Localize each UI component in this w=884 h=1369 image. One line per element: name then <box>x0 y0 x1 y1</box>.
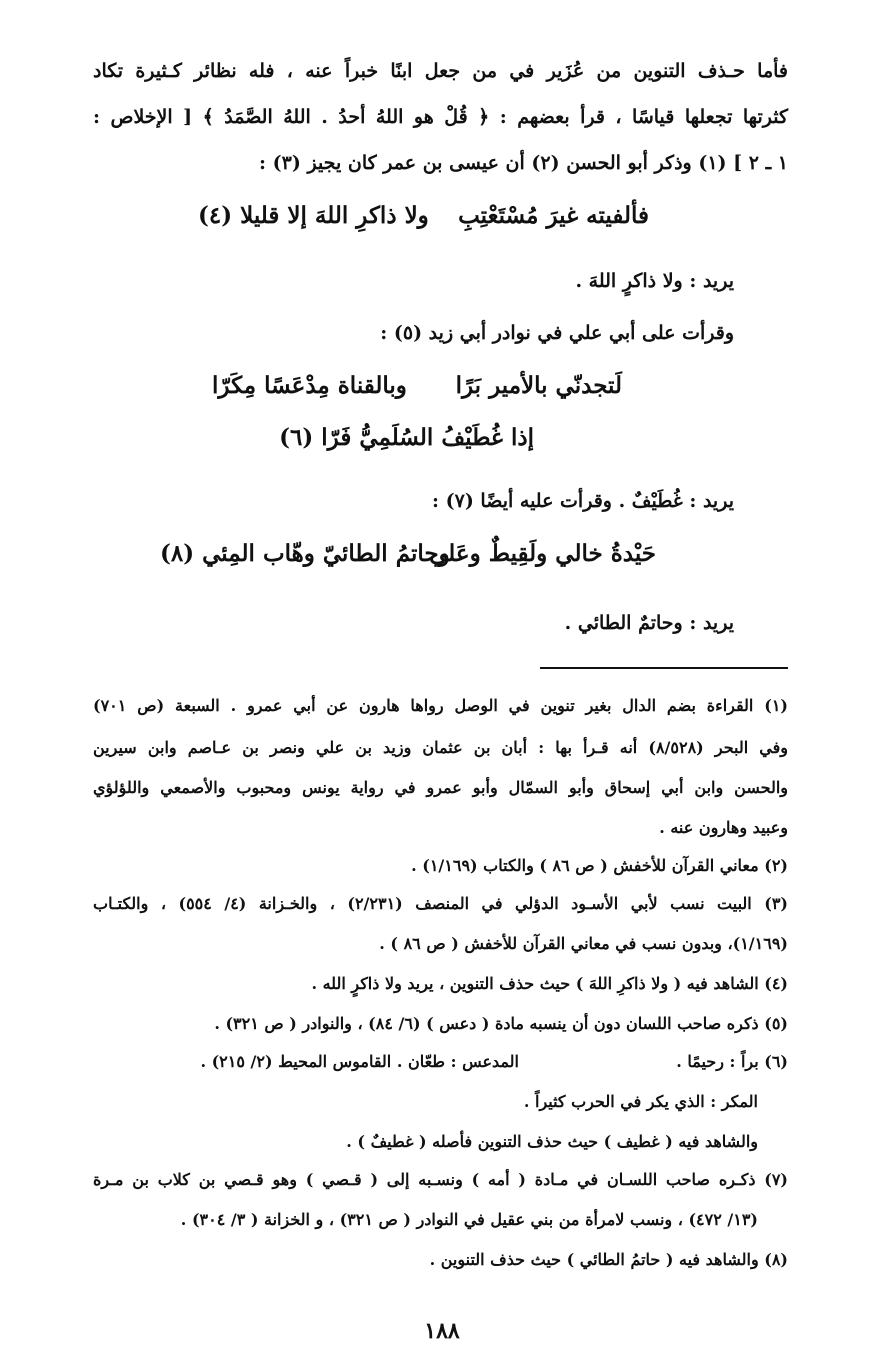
verse-hemistich-left: وبالقناة مِدْعَسًا مِكَرّا <box>212 372 407 399</box>
footnote-line: (٨) والشاهد فيه ( حاتمُ الطائي ) حيث حذف التنوين . <box>429 1250 788 1269</box>
body-line: وقرأت على أبي علي في نوادر أبي زيد (٥) : <box>380 322 734 344</box>
verse-third-line: إذا غُطَيْفُ السُلَمِيُّ فَرّا (٦) <box>279 424 534 451</box>
footnote-line: والشاهد فيه ( غطيف ) حيث حذف التنوين فأصله ( غطيفٌ ) . <box>346 1132 758 1151</box>
footnote-line: والحسن وابن أبي إسحاق وأبو السمّال وأبو عمرو في رواية يونس ومحبوب والأصمعي واللؤلؤي <box>93 778 788 797</box>
verse-hemistich-right: لَتجدنّي بالأمير بَرًا <box>455 372 622 399</box>
footnote-line: (٤) الشاهد فيه ( ولا ذاكرِ اللهَ ) حيث حذف التنوين ، يريد ولا ذاكرٍ الله . <box>311 974 788 993</box>
body-line: كثرتها تجعلها قياسًا ، قرأ بعضهم : ﴿ قُلْ هو اللهُ أحدُ . اللهُ الصَّمَدُ ﴾ [ الإخلاص : <box>93 106 788 128</box>
footnote-line: (١) القراءة بضم الدال بغير تنوين في الوصل رواها هارون عن أبي عمرو . السبعة (ص ٧٠١) <box>93 696 788 715</box>
body-line: يريد : ولا ذاكرٍ اللهَ . <box>575 270 734 292</box>
footnote-line: (١/١٦٩)، وبدون نسب في معاني القرآن للأخفش ( ص ٨٦ ) . <box>379 934 788 953</box>
verse-hemistich-right: حَيْدةُ خالي ولَقِيطٌ وعَلي <box>429 540 656 567</box>
body-line: فأما حـذف التنوين من عُزَير في من جعل ابنًا خبراً عنه ، فله نظائر كـثيرة تكاد <box>93 60 788 82</box>
page-number: ١٨٨ <box>424 1318 460 1344</box>
footnote-line: المدعس : طعّان . القاموس المحيط (٢/ ٢١٥) . <box>200 1052 519 1071</box>
footnote-line: (٣) البيت نسب لأبي الأسـود الدؤلي في المنصف (٢/٢٣١) ، والخـزانة (٤/ ٥٥٤) ، والكتـاب <box>93 894 788 913</box>
verse-hemistich-right: فألفيته غيرَ مُسْتَعْتِبِ <box>458 202 649 229</box>
body-line: يريد : غُطَيْفٌ . وقرأت عليه أيضًا (٧) : <box>431 490 734 512</box>
footnote-line: (٦) براً : رحيمًا . <box>676 1052 788 1071</box>
body-line: يريد : وحاتمٌ الطائي . <box>564 612 734 634</box>
footnote-separator <box>540 667 788 669</box>
footnote-line: وعبيد وهارون عنه . <box>659 818 788 837</box>
footnote-line: (٧) ذكـره صاحب اللسـان في مـادة ( أمه ) ونسـبه إلى ( قـصي ) وهو قـصي بن كلاب بن مـرة <box>93 1170 788 1189</box>
footnote-line: (٥) ذكره صاحب اللسان دون أن ينسبه مادة ( دعس ) (٦/ ٨٤) ، والنوادر ( ص ٣٢١) . <box>214 1014 788 1033</box>
footnote-line: (٢) معاني القرآن للأخفش ( ص ٨٦ ) والكتاب (١/١٦٩) . <box>411 856 788 875</box>
verse-hemistich-left: وحاتمُ الطائيّ وهّاب المِئي (٨) <box>160 540 450 567</box>
footnote-line: وفي البحر (٨/٥٢٨) أنه قـرأ بها : أبان بن عثمان وزيد بن علي ونصر بن عـاصم وابن سيرين <box>93 738 788 757</box>
body-line: ١ ـ ٢ ] (١) وذكر أبو الحسن (٢) أن عيسى بن عمر كان يجيز (٣) : <box>259 152 788 174</box>
footnote-line: المكر : الذي يكر في الحرب كثيراً . <box>523 1092 758 1111</box>
verse-hemistich-left: ولا ذاكرِ اللهَ إلا قليلا (٤) <box>198 202 429 229</box>
footnote-line: (١٣/ ٤٧٢) ، ونسب لامرأة من بني عقيل في النوادر ( ص ٣٢١) ، و الخزانة ( ٣/ ٣٠٤) . <box>180 1210 758 1229</box>
